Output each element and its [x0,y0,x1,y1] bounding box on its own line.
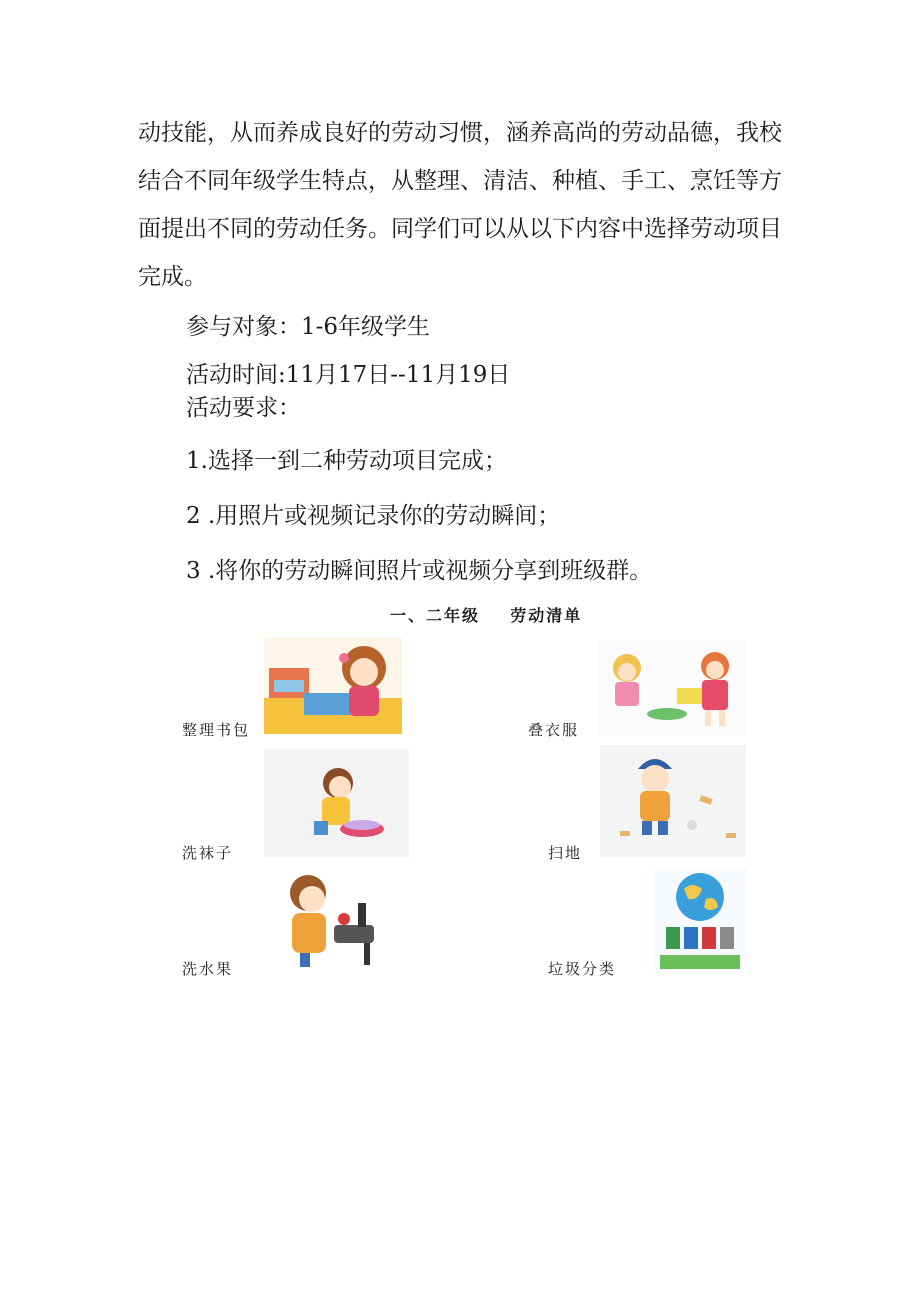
paragraph-line-2: 结合不同年级学生特点，从整理、清洁、种植、手工、烹饪等方 [138,168,782,194]
garbage-sorting-bins-icon [654,869,747,971]
requirement-item-2: 2 .用照片或视频记录你的劳动瞬间； [186,503,561,529]
requirement-item-3: 3 .将你的劳动瞬间照片或视频分享到班级群。 [186,558,653,584]
task-label-garbage-sorting: 垃圾分类 [548,960,617,978]
task-list-title: 一、二年级 劳动清单 [390,606,583,625]
task-label-fold-clothes: 叠衣服 [528,721,580,739]
task-label-sweep-floor: 扫地 [548,844,583,862]
boy-sweeping-floor-icon [600,745,746,857]
task-label-wash-fruit: 洗水果 [182,960,234,978]
paragraph-line-4: 完成。 [138,264,207,290]
boy-washing-socks-icon [264,749,409,857]
kids-folding-clothes-icon [597,640,747,736]
activity-time-text: 活动时间:11月17日--11月19日 [186,362,511,388]
girl-organizing-schoolbag-icon [264,638,402,734]
participants-text: 参与对象：1-6年级学生 [186,314,431,340]
requirements-heading: 活动要求： [186,395,301,421]
boy-washing-fruit-icon [264,867,386,971]
paragraph-line-3: 面提出不同的劳动任务。同学们可以从以下内容中选择劳动项目 [138,216,782,242]
requirement-item-1: 1.选择一到二种劳动项目完成； [186,448,507,474]
task-label-wash-socks: 洗袜子 [182,844,234,862]
paragraph-line-1: 动技能，从而养成良好的劳动习惯，涵养高尚的劳动品德，我校 [138,120,782,146]
task-label-organize-schoolbag: 整理书包 [182,721,251,739]
